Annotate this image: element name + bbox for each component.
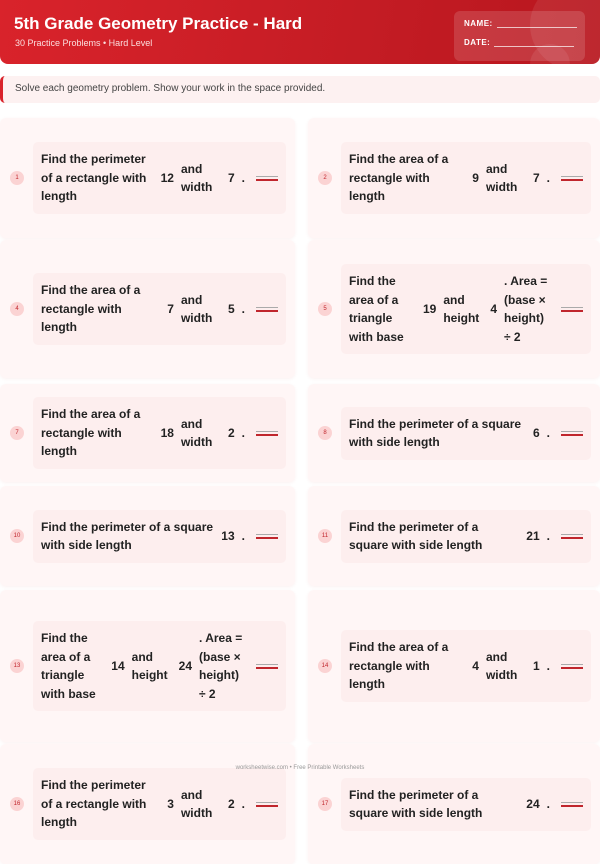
problem-number: 1	[10, 171, 24, 185]
problem-number: 10	[10, 529, 24, 543]
problem-number: 13	[10, 659, 24, 673]
problem-connector: and height	[443, 292, 480, 325]
problem-number: 2	[318, 171, 332, 185]
problem-box	[341, 778, 591, 831]
page-title: 5th Grade Geometry Practice - Hard	[14, 14, 303, 33]
problem-box	[341, 510, 591, 563]
problem-end: .	[546, 796, 550, 811]
answer-line[interactable]	[256, 176, 278, 181]
problem-card	[0, 590, 295, 742]
problem-box	[341, 407, 591, 460]
date-field[interactable]	[464, 38, 574, 47]
problem-card	[308, 744, 600, 864]
problem-text: Find the area of a rectangle with length	[349, 152, 449, 204]
problem-text: Find the perimeter of a rectangle with length	[41, 778, 147, 830]
problem-value: 6	[532, 425, 540, 440]
answer-line[interactable]	[561, 664, 583, 669]
problem-end: . Area = (base × height) ÷ 2	[504, 274, 548, 344]
problem-text: Find the area of a rectangle with length	[41, 283, 141, 335]
problem-text: Find the perimeter of a square with side length	[349, 416, 522, 449]
problem-number: 8	[318, 426, 332, 440]
answer-line[interactable]	[561, 307, 583, 312]
problem-box	[33, 273, 286, 345]
problem-number: 16	[10, 797, 24, 811]
problem-value: 24	[178, 658, 192, 673]
problem-value: 14	[111, 658, 125, 673]
answer-line[interactable]	[561, 176, 583, 181]
problem-box	[33, 510, 286, 563]
problem-text: Find the area of a rectangle with length	[41, 407, 141, 459]
problem-number: 17	[318, 797, 332, 811]
problem-card	[0, 240, 295, 378]
problem-end: .	[241, 170, 245, 185]
problem-card	[308, 486, 600, 586]
problem-card	[308, 118, 600, 238]
problem-box	[33, 768, 286, 840]
problem-value: 2	[227, 796, 235, 811]
problem-text: Find the perimeter of a rectangle with length	[41, 152, 147, 204]
answer-line[interactable]	[256, 534, 278, 539]
problem-connector: and width	[180, 416, 213, 449]
problem-card	[0, 384, 295, 482]
problem-connector: and width	[485, 161, 518, 194]
problem-value: 1	[532, 658, 540, 673]
problem-card	[308, 384, 600, 482]
problem-card	[0, 486, 295, 586]
problem-value: 4	[472, 658, 479, 673]
instructions: Solve each geometry problem. Show your work in the space provided.	[0, 76, 600, 103]
problem-text: Find the perimeter of a square with side length	[41, 519, 214, 552]
problem-number: 7	[10, 426, 24, 440]
problem-end: .	[241, 301, 245, 316]
name-field[interactable]	[464, 19, 577, 28]
problem-box	[341, 264, 591, 354]
problem-value: 21	[526, 528, 540, 543]
problem-end: .	[546, 425, 550, 440]
problem-value: 7	[227, 170, 235, 185]
problem-number: 11	[318, 529, 332, 543]
problem-box	[33, 397, 286, 469]
problem-end: .	[241, 528, 245, 543]
answer-line[interactable]	[256, 664, 278, 669]
problem-connector: and width	[180, 161, 213, 194]
problem-box	[33, 142, 286, 214]
answer-line[interactable]	[256, 802, 278, 807]
answer-line[interactable]	[256, 431, 278, 436]
problem-value: 18	[160, 425, 174, 440]
problem-value: 3	[167, 796, 174, 811]
problem-connector: and width	[485, 649, 518, 682]
problem-value: 24	[526, 796, 540, 811]
name-date-box	[454, 11, 585, 61]
answer-line[interactable]	[561, 802, 583, 807]
worksheet-header	[0, 0, 600, 64]
problem-text: Find the area of a triangle with base	[349, 274, 404, 344]
problem-text: Find the area of a rectangle with length	[349, 640, 449, 692]
date-label: DATE:	[464, 38, 491, 47]
problem-end: . Area = (base × height) ÷ 2	[199, 631, 243, 701]
problem-text: Find the area of a triangle with base	[41, 631, 96, 701]
problem-number: 14	[318, 659, 332, 673]
problem-end: .	[546, 170, 550, 185]
problem-value: 13	[221, 528, 235, 543]
problem-end: .	[241, 796, 245, 811]
problem-value: 7	[167, 301, 174, 316]
problem-value: 4	[490, 301, 497, 316]
problem-box	[33, 621, 286, 711]
problem-number: 4	[10, 302, 24, 316]
answer-line[interactable]	[561, 534, 583, 539]
problem-end: .	[546, 658, 550, 673]
problem-connector: and width	[180, 787, 213, 820]
problem-connector: and height	[131, 649, 168, 682]
problem-connector: and width	[180, 292, 213, 325]
name-label: NAME:	[464, 19, 493, 28]
problem-box	[341, 142, 591, 214]
problem-value: 19	[422, 301, 437, 316]
problem-end: .	[241, 425, 245, 440]
problem-card	[0, 118, 295, 238]
answer-line[interactable]	[256, 307, 278, 312]
problem-card	[308, 590, 600, 742]
problem-box	[341, 630, 591, 702]
problem-end: .	[546, 528, 550, 543]
footer-watermark: worksheetwise.com • Free Printable Worksheets	[235, 765, 365, 771]
problem-value: 9	[472, 170, 479, 185]
problem-number: 5	[318, 302, 332, 316]
problem-text: Find the perimeter of a square with side length	[349, 787, 483, 820]
problem-value: 12	[160, 170, 174, 185]
problem-card	[308, 240, 600, 378]
problem-card	[0, 744, 295, 864]
problem-value: 2	[227, 425, 235, 440]
answer-line[interactable]	[561, 431, 583, 436]
problem-value: 5	[227, 301, 235, 316]
problem-text: Find the perimeter of a square with side length	[349, 519, 483, 552]
page-subtitle: 30 Practice Problems • Hard Level	[15, 38, 153, 48]
problem-value: 7	[532, 170, 540, 185]
